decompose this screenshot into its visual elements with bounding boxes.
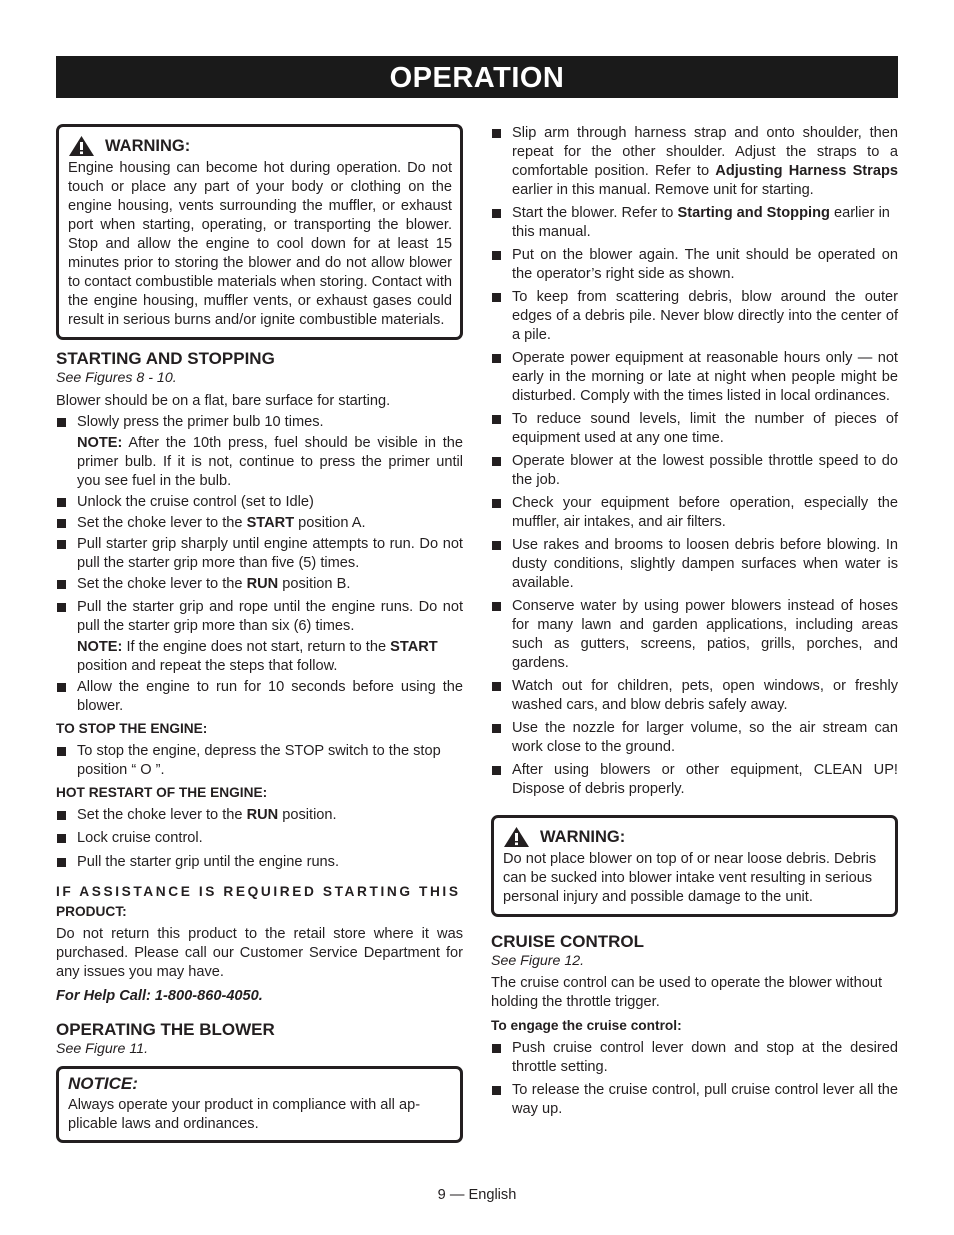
- warning-text: Engine housing can become hot during operation. Do not touch or place any part of your body or clothing on the engine housing, vents surrounding the muffler, or exhaust port when starting, operating, or transporting the blower. Stop and allow the engine to cool down for at least 15 minutes prior to storing the blower and do not allow blower to contact combustible materials when storing. Contact with the engine housing, muffler vents, or exhaust gases could result in serious burns and/or ignite combustible materials.: [68, 160, 452, 328]
- list-item: To release the cruise control, pull cruise control lever all the way up.: [491, 1081, 898, 1119]
- section-heading-starting: STARTING AND STOPPING: [56, 349, 275, 368]
- warning-box: [56, 124, 463, 340]
- list-item: To stop the engine, depress the STOP switch to the stop position “ O ”.: [56, 742, 463, 780]
- see-figures: See Figure 11.: [56, 1041, 149, 1057]
- note: NOTE: If the engine does not start, return to the START position and repeat the steps that follow.: [77, 639, 438, 674]
- safety-tips: [491, 124, 898, 799]
- assistance-text: Do not return this product to the retail store where it was purchased. Please call our Customer Service Department for any issues you may have.: [56, 926, 463, 980]
- list-item: Pull the starter grip until the engine runs.: [56, 853, 463, 872]
- list-item: Slowly press the primer bulb 10 times.: [56, 413, 463, 432]
- section-heading-operating: OPERATING THE BLOWER: [56, 1020, 275, 1039]
- subheading-stop: TO STOP THE ENGINE:: [56, 721, 208, 736]
- cruise-intro: The cruise control can be used to operate the blower without holding the throttle trigger.: [491, 975, 883, 1010]
- list-item: Check your equipment before operation, especially the muffler, air intakes, and air filters.: [491, 494, 898, 532]
- right-column: [491, 124, 898, 1119]
- notice-text: Always operate your product in compliance with all applicable laws and ordinances.: [68, 1097, 421, 1132]
- list-item: Use rakes and brooms to loosen debris before blowing. In dusty conditions, slightly dampen surfaces when water is available.: [491, 536, 898, 593]
- list-item: Pull starter grip sharply until engine attempts to run. Do not pull the starter grip more than five (5) times.: [56, 535, 463, 573]
- warning-icon: [503, 826, 530, 848]
- list-item: Operate blower at the lowest possible throttle speed to do the job.: [491, 452, 898, 490]
- warning-title: WARNING:: [105, 136, 191, 155]
- notice-box: [56, 1066, 463, 1143]
- list-item: After using blowers or other equipment, CLEAN UP! Dispose of debris properly.: [491, 761, 898, 799]
- warning-title: WARNING:: [540, 827, 626, 846]
- see-figures: See Figure 12.: [491, 953, 585, 969]
- help-phone: For Help Call: 1-800-860-4050.: [56, 988, 263, 1004]
- list-item: Start the blower. Refer to Starting and Stopping earlier in this manual.: [491, 204, 898, 242]
- list-item: Push cruise control lever down and stop at the desired throttle setting.: [491, 1039, 898, 1077]
- subheading-engage: To engage the cruise control:: [491, 1018, 682, 1033]
- list-item: Pull the starter grip and rope until the engine runs. Do not pull the starter grip more than six (6) times.: [56, 598, 463, 636]
- list-item: Put on the blower again. The unit should be operated on the operator’s right side as shown.: [491, 246, 898, 284]
- list-item: Watch out for children, pets, open windows, or freshly washed cars, and blow debris safely away.: [491, 677, 898, 715]
- page-footer: 9 — English: [437, 1187, 517, 1203]
- list-item: Set the choke lever to the START position A.: [56, 514, 463, 533]
- list-item: Allow the engine to run for 10 seconds before using the blower.: [56, 678, 463, 716]
- note: NOTE: After the 10th press, fuel should be visible in the primer bulb. If it is not, continue to press the primer until you see fuel in the bulb.: [77, 435, 463, 489]
- warning-icon: [68, 135, 95, 157]
- list-item: Lock cruise control.: [56, 829, 463, 848]
- notice-title: NOTICE:: [68, 1074, 138, 1093]
- starting-steps: [56, 413, 463, 432]
- list-item: Set the choke lever to the RUN position.: [56, 806, 463, 825]
- starting-intro: Blower should be on a flat, bare surface for starting.: [56, 393, 391, 409]
- section-heading-cruise: CRUISE CONTROL: [491, 932, 644, 951]
- list-item: Conserve water by using power blowers instead of hoses for many lawn and garden applications, including areas such as gutters, screens, patios, grills, porches, and gardens.: [491, 597, 898, 673]
- list-item: Set the choke lever to the RUN position B.: [56, 575, 463, 594]
- list-item: Use the nozzle for larger volume, so the air stream can work close to the ground.: [491, 719, 898, 757]
- list-item: Operate power equipment at reasonable hours only — not early in the morning or late at night when people might be disturbed. Comply with the times listed in local ordinances.: [491, 349, 898, 406]
- see-figures: See Figures 8 - 10.: [56, 370, 177, 386]
- page-title: OPERATION: [56, 56, 898, 98]
- subheading-assistance: IF ASSISTANCE IS REQUIRED STARTING THIS: [56, 884, 461, 899]
- left-column: WARNING: Engine housing can become hot during operation. Do not touch or place any part of your body or clothing on the engine housing, vents surrounding the muffler, or exhaust port when starting, operating, or transporting the blower. Stop and allow the engine to cool down for at least 15 minutes prior to storing the blower and do not allow blower to contact combustible materials when storing. Contact with the engine housing, muffler vents, or exhaust gases could result in serious burns and/or ignite combustible materials. STARTING AND STOPPING See Figures 8 - 10. Blower should be on a flat, bare surface for starting. Slowly press the primer bulb 10 times. NOTE: After the 10th press, fuel should be visible in the primer bulb. If it is not, continue to press the primer until you see fuel in the bulb. Unlock the cruise control (set to Idle) Set the choke lever to the START position A. Pull starter grip sharply until engine attempts to run. Do not pull the starter grip more than five (5) times. Set the choke lever to the RUN position B. Pull the starter grip and rope until the engine runs. Do not pull the starter grip more than six (6) times. NOTE: If the engine does not start, return to the START position and repeat the steps that follow. Allow the engine to run for 10 seconds before using the blower. TO STOP THE ENGINE: To stop the engine, depress the STOP switch to the stop position “ O ”. HOT RESTART OF THE ENGINE: Set the choke lever to the RUN position. Lock cruise control. Pull the starter grip until the engine runs. IF ASSISTANCE IS REQUIRED STARTING THIS PRODUCT: Do not return this product to the retail store where it was purchased. Please call our Customer Service Department for any issues you may have. For Help Call: 1-800-860-4050. OPERATING THE BLOWER See Figure 11. NOTICE: Always operate your product in compliance with all applicable laws and ordinances.: [56, 124, 463, 1143]
- list-item: Slip arm through harness strap and onto shoulder, then repeat for the other shoulder. Adjust the straps to a comfortable position. Refer to Adjusting Harness Straps earlier in this manual. Remove unit for starting.: [491, 124, 898, 200]
- warning-text: Do not place blower on top of or near loose debris. Debris can be sucked into blower intake vent resulting in serious personal injury and possible damage to the unit.: [503, 851, 877, 905]
- list-item: To keep from scattering debris, blow around the outer edges of a debris pile. Never blow directly into the center of a pile.: [491, 288, 898, 345]
- warning-box: [491, 815, 898, 917]
- subheading-hot-restart: HOT RESTART OF THE ENGINE:: [56, 785, 268, 800]
- list-item: To reduce sound levels, limit the number of pieces of equipment used at any one time.: [491, 410, 898, 448]
- list-item: Unlock the cruise control (set to Idle): [56, 493, 463, 512]
